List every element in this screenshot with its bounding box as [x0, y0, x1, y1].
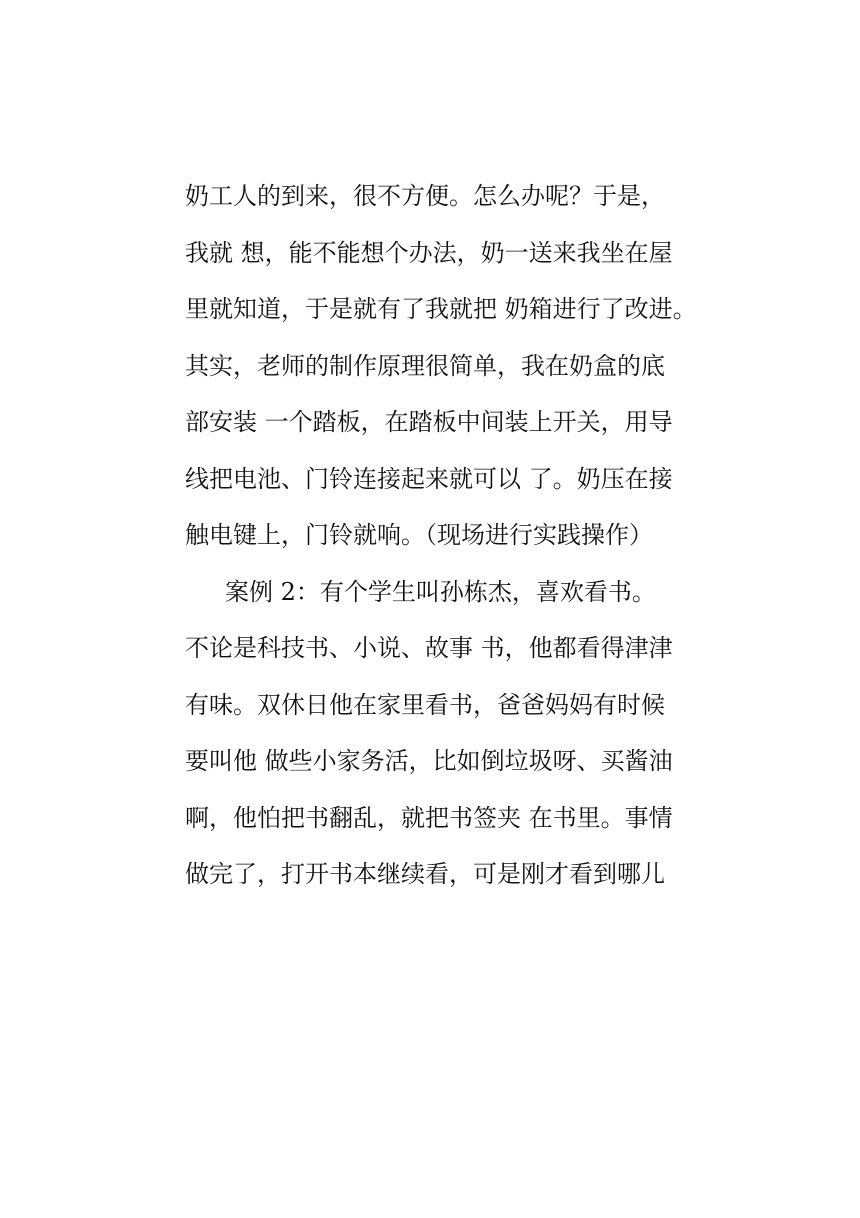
- text-line: 部安装 一个踏板，在踏板中间装上开关，用导: [185, 408, 673, 436]
- text-line: 奶工人的到来，很不方便。怎么办呢？于是，: [185, 182, 665, 210]
- text-line: 其实，老师的制作原理很简单，我在奶盒的底: [185, 351, 665, 380]
- text-line: 不论是科技书、小说、故事 书，他都看得津津: [185, 634, 673, 662]
- text-line: 有味。双休日他在家里看书，爸爸妈妈有时候: [185, 690, 665, 719]
- text-line: 我就 想，能不能想个办法，奶一送来我坐在屋: [185, 238, 673, 267]
- text-line: 触电键上，门铃就响。（现场进行实践操作）: [185, 521, 653, 549]
- body-text: [185, 168, 697, 903]
- text-line: 啊，他怕把书翻乱，就把书签夹 在书里。事情: [185, 803, 673, 832]
- text-line: 做完了，打开书本继续看，可是刚才看到哪儿: [185, 860, 665, 888]
- text-line: 线把电池、门铃连接起来就可以 了。奶压在接: [185, 464, 673, 493]
- paragraph-start-line: 案例 2：有个学生叫孙栋杰，喜欢看书。: [225, 577, 656, 606]
- text-line: 里就知道，于是就有了我就把 奶箱进行了改进。: [185, 295, 697, 323]
- text-line: 要叫他 做些小家务活，比如倒垃圾呀、买酱油: [185, 747, 673, 775]
